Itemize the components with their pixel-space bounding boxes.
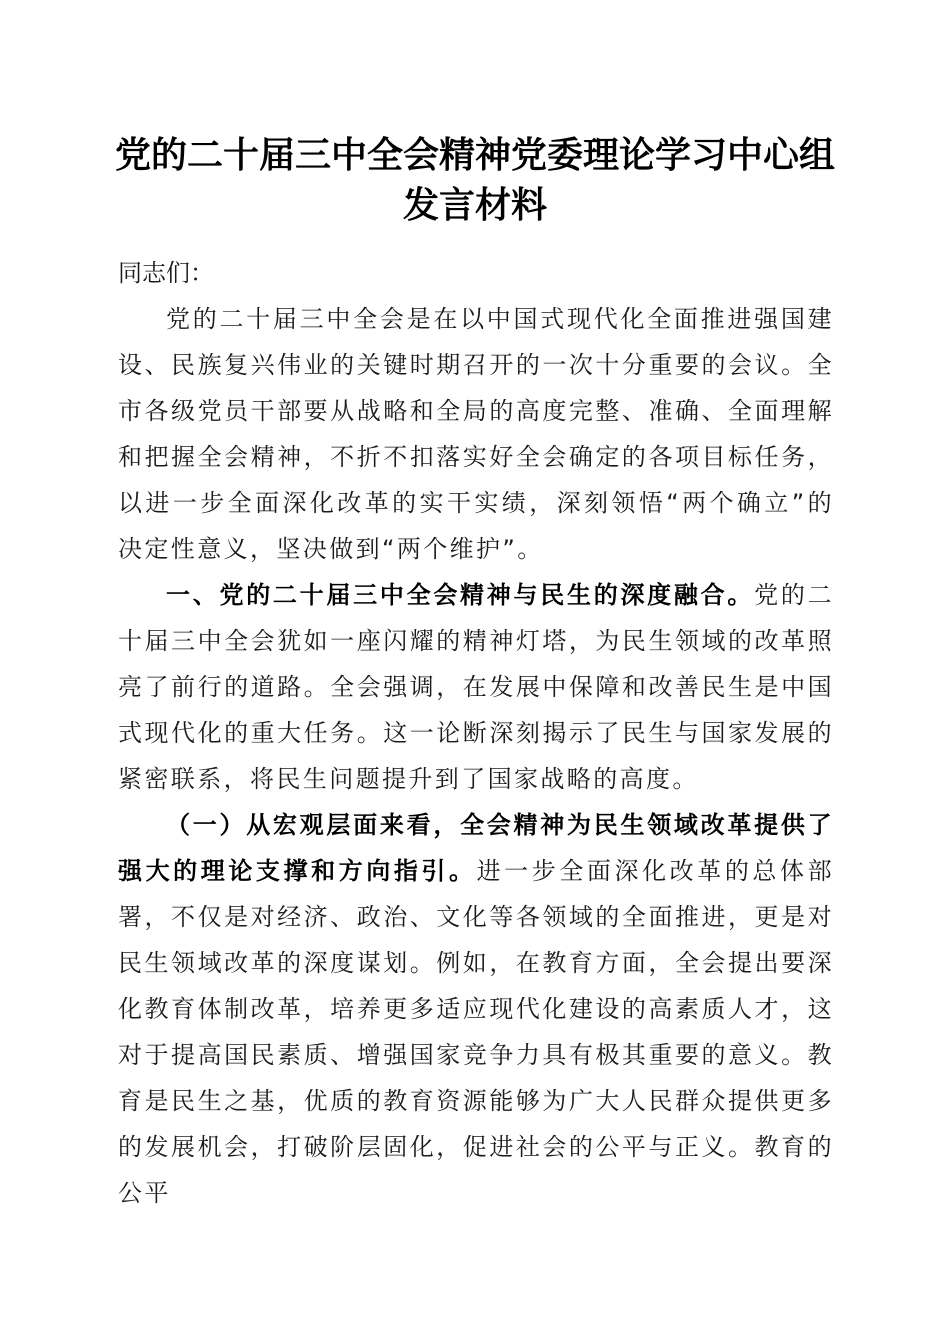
section-heading: 一、党的二十届三中全会精神与民生的深度融合。	[166, 581, 755, 609]
document-title	[100, 130, 850, 230]
title-line-1: 党的二十届三中全会精神党委理论学习中心组	[114, 134, 835, 176]
document-body	[118, 250, 834, 1216]
paragraph-section-1	[118, 572, 834, 802]
subsection-heading: （一）从宏观层面来看，全会精神为民生领域改革提供了强大的理论支撑和方向指引。	[118, 811, 834, 885]
paragraph-intro	[118, 296, 834, 572]
paragraph-text: 党的二十届三中全会犹如一座闪耀的精神灯塔，为民生领域的改革照亮了前行的道路。全会强调，在发展中保障和改善民生是中国式现代化的重大任务。这一论断深刻揭示了民生与国家发展的紧密联系，将民生问题提升到了国家战略的高度。	[118, 581, 834, 793]
title-line-2: 发言材料	[402, 184, 547, 226]
paragraph-text: 党的二十届三中全会是在以中国式现代化全面推进强国建设、民族复兴伟业的关键时期召开的一次十分重要的会议。全市各级党员干部要从战略和全局的高度完整、准确、全面理解和把握全会精神，不折不扣落实好全会确定的各项目标任务，以进一步全面深化改革的实干实绩，深刻领悟“两个确立”的决定性意义，坚决做到“两个维护”。	[118, 305, 834, 563]
paragraph-subsection-1	[118, 802, 834, 1216]
paragraph-text: 进一步全面深化改革的总体部署，不仅是对经济、政治、文化等各领域的全面推进，更是对民生领域改革的深度谋划。例如，在教育方面，全会提出要深化教育体制改革，培养更多适应现代化建设的高素质人才，这对于提高国民素质、增强国家竞争力具有极其重要的意义。教育是民生之基，优质的教育资源能够为广大人民群众提供更多的发展机会，打破阶层固化，促进社会的公平与正义。教育的公平	[118, 857, 834, 1207]
salutation: 同志们：	[118, 259, 214, 287]
